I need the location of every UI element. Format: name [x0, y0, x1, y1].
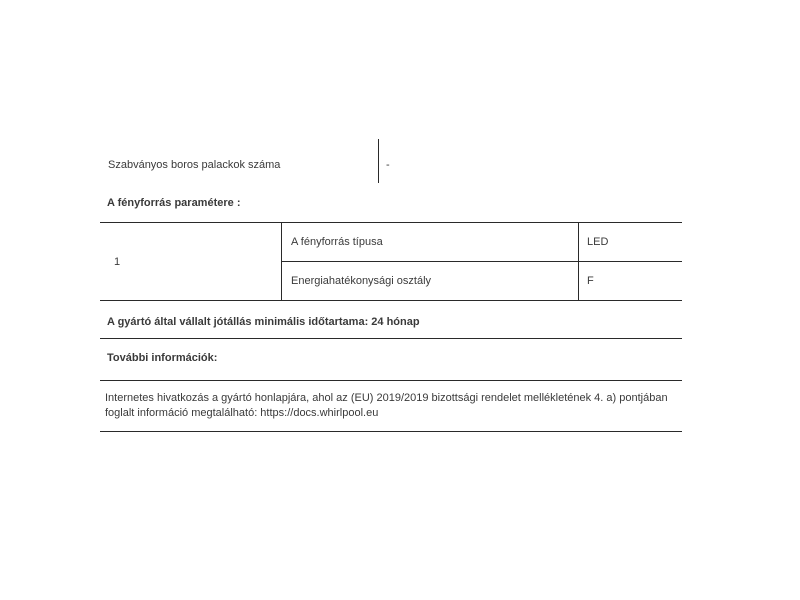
light-source-section-heading: A fényforrás paramétere : — [107, 197, 241, 209]
divider-rule — [100, 431, 682, 432]
spec-row-separator — [378, 139, 379, 183]
table-row — [282, 223, 682, 262]
table-cell-label: Energiahatékonysági osztály — [282, 262, 579, 300]
table-cell-value: F — [587, 275, 594, 287]
divider-rule — [100, 338, 682, 339]
paragraph-line: Internetes hivatkozás a gyártó honlapjára, ahol az (EU) 2019/2019 bizottsági rendelet mellékletének 4. a) pontjában — [105, 392, 668, 404]
table-row — [282, 262, 682, 300]
table-cell-label: A fényforrás típusa — [282, 223, 579, 261]
warranty-statement: A gyártó által vállalt jótállás minimális időtartama: 24 hónap — [107, 316, 420, 328]
table-index-cell: 1 — [100, 223, 282, 300]
spec-row-label: Szabványos boros palackok száma — [108, 159, 281, 171]
paragraph-line: foglalt információ megtalálható: https://docs.whirlpool.eu — [105, 407, 379, 419]
table-rows-container — [282, 223, 682, 300]
table-cell-value: LED — [587, 236, 609, 248]
light-source-table — [100, 222, 682, 301]
spec-row-value: - — [386, 159, 390, 171]
divider-rule — [100, 380, 682, 381]
more-info-heading: További információk: — [107, 352, 218, 364]
